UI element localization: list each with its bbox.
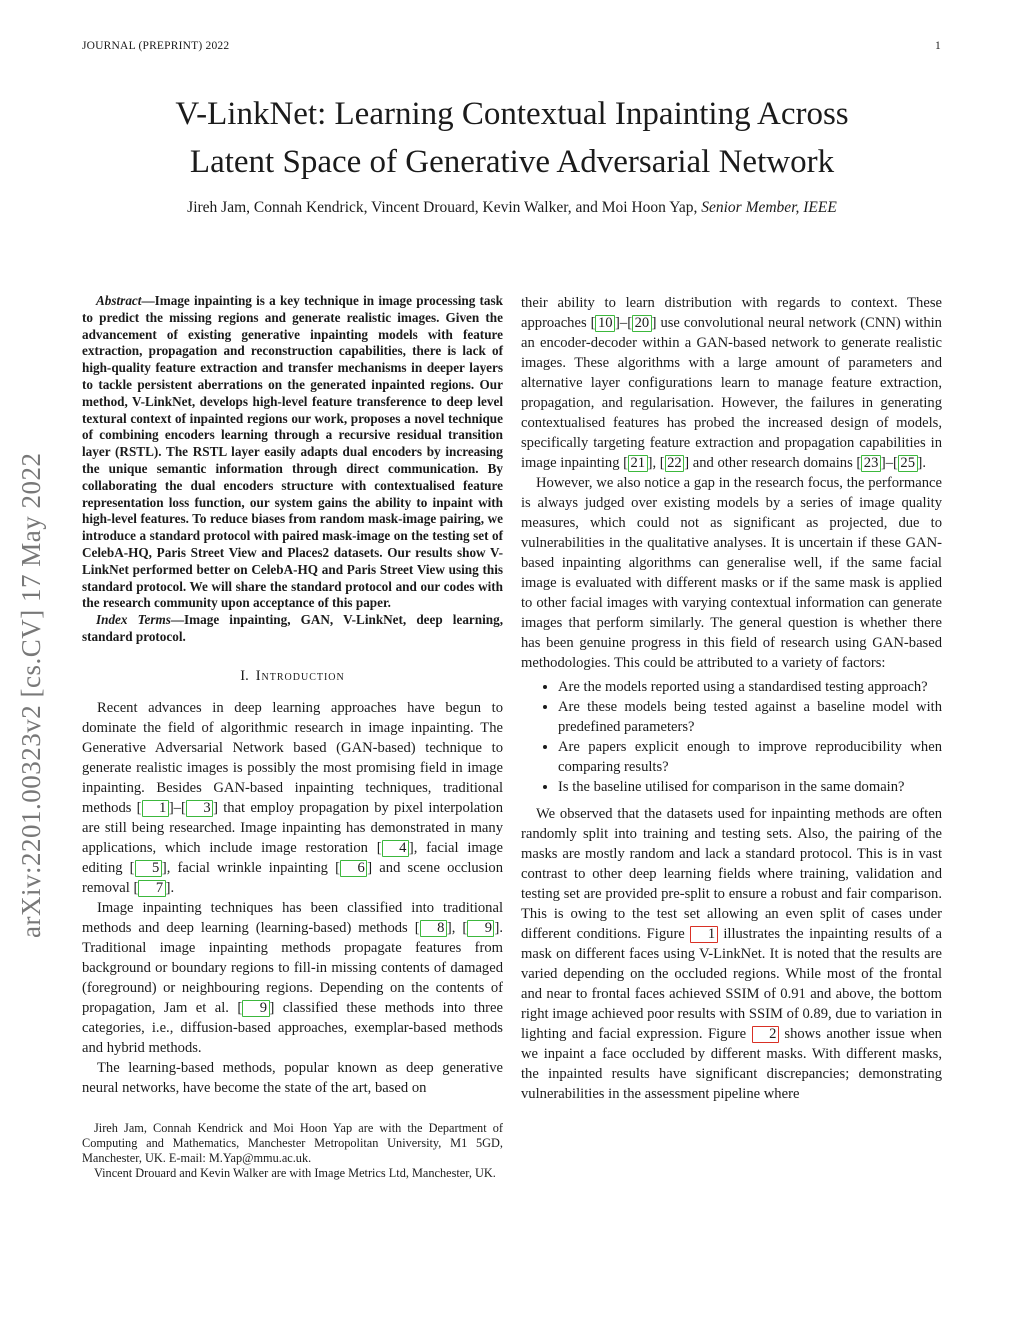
citation-link[interactable]: 4: [382, 840, 409, 857]
factors-list-item: • Are papers explicit enough to improve reproducibility when comparing results?: [558, 737, 942, 777]
section-heading-introduction: [82, 668, 503, 685]
footnote-affiliation-2: Vincent Drouard and Kevin Walker are with Image Metrics Ltd, Manchester, UK.: [94, 1166, 496, 1181]
intro-paragraph-1: Recent advances in deep learning approaches have begun to dominate the field of algorithmic research in image inpainting. The Generative Adversarial Network based (GAN-based) technique to generate realistic images is possibly the most promising field in image inpainting. Besides GAN-based inpainting techniques, traditional methods [ 1 ]–[ 3 ] that employ propagation by pixel interpolation are still being researched. Image inpainting has demonstrated in many applications, which include image restoration [ 4 ], facial image editing [ 5 ], facial wrinkle inpainting [ 6 ] and scene occlusion removal [ 7 ].: [82, 699, 504, 896]
factors-list-item: • Are the models reported using a standardised testing approach?: [558, 677, 942, 697]
intro-paragraph-3: The learning-based methods, popular known as deep generative neural networks, have become the state of the art, based on: [82, 1059, 503, 1096]
column-left: [82, 293, 503, 1182]
citation-link[interactable]: 8: [420, 920, 447, 937]
right-paragraph-1: their ability to learn distribution with regards to context. These approaches [ 10 ]–[ 20 ] use convolutional neural network (CNN) within an encoder-decoder within a GAN-based network to generate realistic images. These algorithms with a large amount of parameters and alternative layer configurations learn to manage feature extraction, propagation, and regularisation. However, the failures in generating contextualised features has probed the increased design of models, specifically targeting feature extraction and propagation capabilities in image inpainting [ 21 ], [ 22 ] and other research domains [ 23 ]–[ 25 ].: [521, 295, 942, 471]
abstract-section: [82, 293, 503, 646]
factors-list-item: • Is the baseline utilised for comparison in the same domain?: [558, 777, 942, 797]
running-header: [82, 40, 941, 52]
authors-names: Jireh Jam, Connah Kendrick, Vincent Drouard, Kevin Walker, and Moi Hoon Yap,: [187, 199, 702, 216]
journal-label: JOURNAL (PREPRINT) 2022: [82, 40, 230, 52]
citation-link[interactable]: 5: [135, 860, 162, 877]
column-right: [521, 293, 942, 1104]
authors-line: [0, 199, 1024, 217]
citation-link[interactable]: 23: [861, 455, 881, 472]
citation-link[interactable]: 10: [595, 315, 615, 332]
authors-membership: Senior Member, IEEE: [701, 199, 837, 216]
section-title: Introduction: [255, 667, 345, 684]
citation-link[interactable]: 7: [138, 880, 165, 897]
abstract-text: —Image inpainting is a key technique in image processing task to predict the missing regions and generate realistic images. Given the advancement of existing generative inpainting models with feature extraction, propagation and reconstruction capabilities, there is lack of high-quality feature extraction and transfer mechanisms in deeper layers to tackle persistent aberrations on the generated inpainted regions. Our method, V-LinkNet, develops high-level feature transference to deep level textural context of inpainted regions our work, proposes a novel technique of combining encoders learning through a recursive residual transition layer (RSTL). The RSTL layer easily adapts dual encoders by increasing the unique semantic information through direct communication. By collaborating the dual encoders structure with contextualised feature representation loss function, our system gains the ability to inpaint with high-level features. To reduce biases from random mask-image pairing, we introduce a standard protocol with paired mask-image on the testing set of CelebA-HQ, Paris Street View and Places2 datasets. Our results show V-LinkNet performed better on CelebA-HQ and Paris Street View using this standard protocol. We will share the standard protocol and our codes with the research community upon acceptance of this paper.: [82, 293, 503, 611]
citation-link[interactable]: 22: [665, 455, 685, 472]
citation-link[interactable]: 3: [186, 800, 213, 817]
paper-title-line2: Latent Space of Generative Adversarial Network: [189, 144, 835, 180]
right-paragraph-2: However, we also notice a gap in the research focus, the performance is always judged over existing models by a series of image quality measures, which could not as significant as projected, due to vulnerabilities in the qualitative analyses. It is uncertain if these GAN-based inpainting algorithms can generalise well, if the same facial image is evaluated with different masks or if the same mask is applied to other facial images with varying contextual information can generate images that perform similarly. The general question is whether there has been genuine progress in this field of research using GAN-based methodologies. This could be attributed to a variety of factors:: [521, 475, 942, 671]
citation-link[interactable]: 20: [632, 315, 652, 332]
figure-ref-link[interactable]: 2: [752, 1026, 779, 1043]
right-paragraph-3: We observed that the datasets used for inpainting methods are often randomly split into training and testing sets. Also, the pairing of the masks are mostly random and lack a standard protocol. This is in vast contrast to other deep learning fields where training, validation and testing set are provided pre-split to ensure a robust and fair comparison. This is owing to the test set allowing an even split of cases under different conditions. Figure 1 illustrates the inpainting results of a mask on different faces using V-LinkNet. It is noted that the results are varied depending on the occluded regions. While most of the frontal and near to frontal faces achieved SSIM of 0.91 and above, the bottom right image achieved poor results with SSIM of 0.89, due to variation in lighting and facial expression. Figure 2 shows another issue when we inpaint a face occluded by different masks. With different masks, the inpainted results have significant discrepancies; demonstrating vulnerabilities in the assessment pipeline where: [521, 806, 942, 1102]
index-terms-text: —Image inpainting, GAN, V-LinkNet, deep learning, standard protocol.: [82, 612, 503, 644]
footnote-affiliations: [82, 1121, 503, 1182]
index-terms-label: Index Terms: [96, 612, 171, 628]
citation-link[interactable]: 6: [340, 860, 367, 877]
figure-ref-link[interactable]: 1: [690, 926, 717, 943]
intro-paragraph-2: Image inpainting techniques has been classified into traditional methods and deep learning (learning-based) methods [ 8 ], [ 9 ]. Traditional image inpainting methods propagate features from background or boundary regions to fill-in missing contents of damaged (foreground) or neighbouring regions. Depending on the contents of propagation, Jam et al. [ 9 ] classified these methods into three categories, i.e., diffusion-based approaches, exemplar-based methods and hybrid methods.: [82, 899, 503, 1056]
footnote-affiliation-1: Jireh Jam, Connah Kendrick and Moi Hoon Yap are with the Department of Computing and Mathematics, Manchester Metropolitan University, M1 5GD, Manchester, UK. E-mail: M.Yap@mmu.ac.uk.: [82, 1120, 503, 1166]
citation-link[interactable]: 9: [467, 920, 494, 937]
introduction-body: [82, 698, 503, 1098]
abstract-label: Abstract: [96, 293, 142, 308]
factors-list-item: • Are these models being tested against a baseline model with predefined parameters?: [558, 697, 942, 737]
citation-link[interactable]: 1: [142, 800, 169, 817]
citation-link[interactable]: 9: [242, 1000, 269, 1017]
paper-title: [40, 90, 984, 186]
page-number: 1: [935, 40, 941, 52]
index-terms-paragraph: [82, 612, 503, 646]
factors-list: [521, 677, 942, 797]
arxiv-watermark: arXiv:2201.00323v2 [cs.CV] 17 May 2022: [16, 452, 46, 938]
abstract-paragraph: [82, 293, 503, 612]
paper-title-line1: V-LinkNet: Learning Contextual Inpainting Across: [175, 96, 849, 132]
section-number: I.: [240, 667, 249, 684]
right-column-body: [521, 293, 942, 1104]
citation-link[interactable]: 25: [898, 455, 918, 472]
citation-link[interactable]: 21: [628, 455, 648, 472]
